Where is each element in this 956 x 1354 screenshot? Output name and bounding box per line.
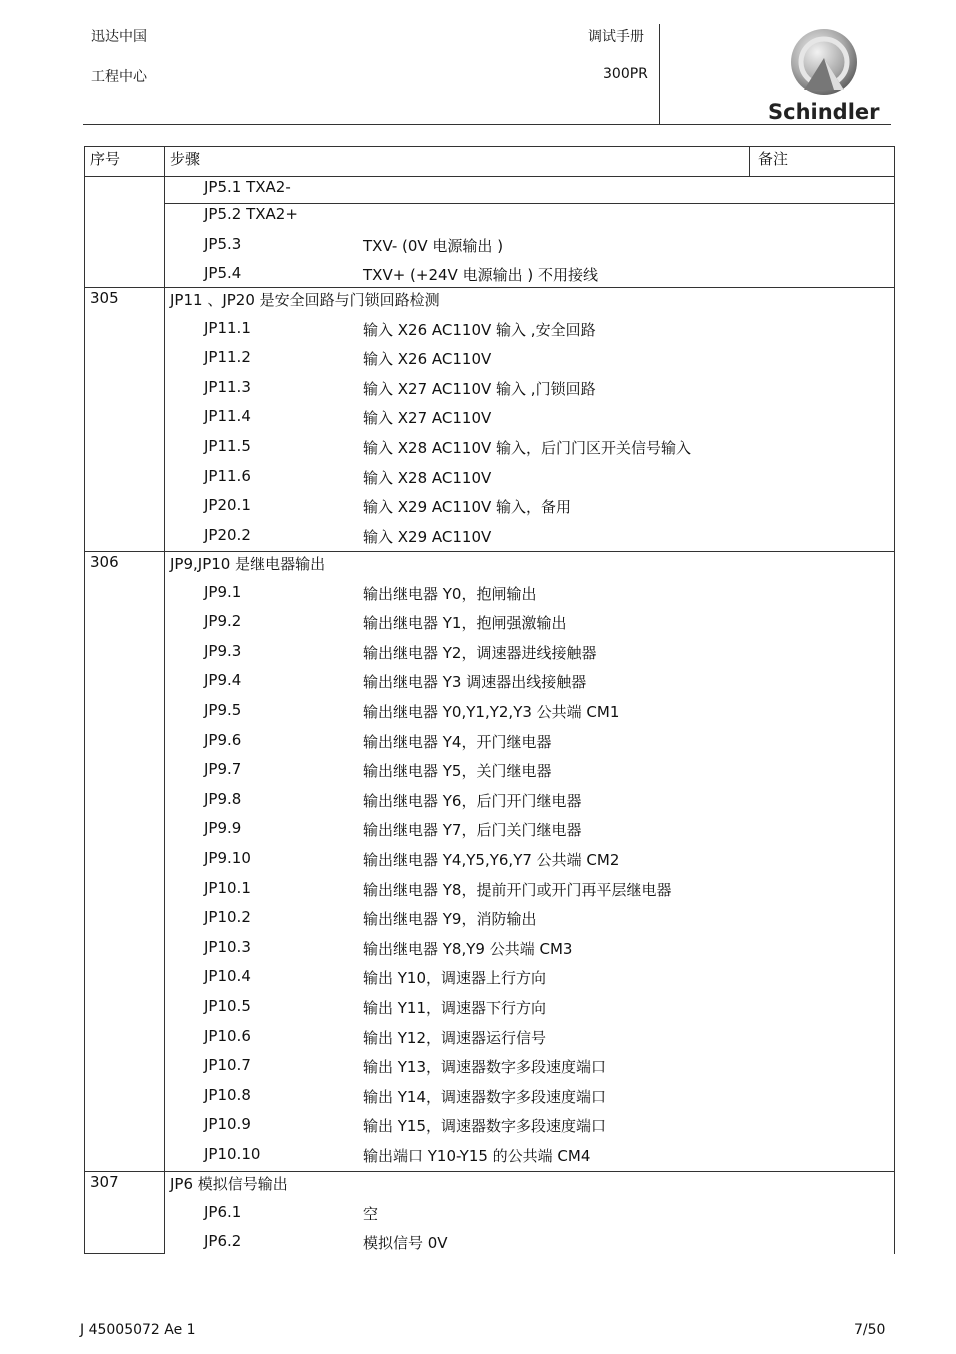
pin-description: 输入 X28 AC110V 输入，后门门区开关信号输入 <box>363 439 692 457</box>
pin-description: 输出继电器 Y4,Y5,Y6,Y7 公共端 CM2 <box>363 851 620 869</box>
pin-label: JP10.4 <box>204 967 251 986</box>
section-number: 306 <box>90 553 119 571</box>
document-type: 调试手册 <box>588 29 644 45</box>
page-number: 7/50 <box>854 1322 886 1338</box>
pin-label: JP10.2 <box>204 908 251 927</box>
document-number: J 45005072 Ae 1 <box>80 1322 196 1338</box>
pin-label: JP10.3 <box>204 937 251 956</box>
pin-description: 输出继电器 Y7，后门关门继电器 <box>363 821 582 840</box>
schindler-emblem-icon <box>790 28 858 96</box>
pin-description: 输出端口 Y10-Y15 的公共端 CM4 <box>363 1147 591 1165</box>
pin-label: JP9.4 <box>204 671 242 690</box>
pin-label: JP10.8 <box>204 1085 251 1104</box>
pin-label: JP5.3 <box>204 234 242 253</box>
pin-label: JP11.1 <box>204 318 251 337</box>
section-number: 305 <box>90 289 119 307</box>
pin-description: 输出继电器 Y8,Y9 公共端 CM3 <box>363 939 573 958</box>
pin-description: 输入 X29 AC110V <box>363 527 492 546</box>
section-divider <box>84 287 895 288</box>
department-name: 工程中心 <box>91 69 147 85</box>
brand-name: Schindler <box>768 100 880 124</box>
section-title: JP11 、JP20 是安全回路与门锁回路检测 <box>170 291 440 309</box>
pin-label: JP20.1 <box>204 496 251 515</box>
pin-description: 输出 Y13，调速器数字多段速度端口 <box>363 1058 607 1077</box>
pin-label: JP9.9 <box>204 819 242 838</box>
pin-description: 输出 Y15，调速器数字多段速度端口 <box>363 1117 607 1136</box>
pin-description: 输出继电器 Y1，抱闸强激输出 <box>363 614 567 633</box>
pin-label: JP10.9 <box>204 1115 251 1134</box>
pin-label: JP10.6 <box>204 1026 251 1045</box>
pin-label: JP10.10 <box>204 1145 261 1163</box>
pin-label: JP20.2 <box>204 525 251 544</box>
pin-label: JP11.3 <box>204 377 251 396</box>
pin-label: JP11.4 <box>204 407 251 426</box>
pin-label: JP10.7 <box>204 1056 251 1075</box>
pin-description: 输出继电器 Y2，调速器进线接触器 <box>363 643 597 662</box>
pin-label: JP5.2 TXA2+ <box>204 205 298 223</box>
pin-description: 输入 X29 AC110V 输入，备用 <box>363 498 572 517</box>
table-right-border <box>894 146 895 1254</box>
pin-description: 输出 Y11，调速器下行方向 <box>363 999 547 1017</box>
table-top-border <box>84 146 895 147</box>
section-number: 307 <box>90 1173 119 1191</box>
pin-label: JP9.6 <box>204 730 242 749</box>
pin-label: JP9.5 <box>204 701 242 719</box>
table-left-border <box>84 146 85 1254</box>
pin-description: 输入 X27 AC110V <box>363 409 492 428</box>
pin-description: TXV- (0V 电源输出 ) <box>363 236 504 255</box>
pin-label: JP9.1 <box>204 582 242 601</box>
continuation-row-border <box>164 203 895 204</box>
pin-label: JP10.1 <box>204 878 251 897</box>
table-column-divider <box>164 146 165 1254</box>
header-bottom-border <box>84 176 895 177</box>
model-number: 300PR <box>603 66 648 82</box>
pin-description: 输出 Y10，调速器上行方向 <box>363 969 547 988</box>
pin-label: JP5.1 TXA2- <box>204 178 291 196</box>
pin-description: 输出 Y14，调速器数字多段速度端口 <box>363 1087 607 1106</box>
column-header-step: 步骤 <box>170 150 201 168</box>
pin-label: JP5.4 <box>204 264 242 283</box>
pin-description: 输入 X26 AC110V 输入 ,安全回路 <box>363 320 596 339</box>
pin-description: 模拟信号 0V <box>363 1234 448 1253</box>
pin-description: TXV+ (+24V 电源输出 ) 不用接线 <box>363 266 598 285</box>
pin-description: 输入 X26 AC110V <box>363 350 492 369</box>
pin-description: 输出继电器 Y8，提前开门或开门再平层继电器 <box>363 880 672 899</box>
schindler-logo <box>762 24 892 128</box>
pin-description: 输出继电器 Y0，抱闸输出 <box>363 584 537 603</box>
column-header-number: 序号 <box>90 150 121 168</box>
section-title: JP9,JP10 是继电器输出 <box>170 555 326 573</box>
pin-description: 输出继电器 Y5，关门继电器 <box>363 762 552 781</box>
pin-label: JP11.6 <box>204 466 251 485</box>
pin-description: 输出继电器 Y9，消防输出 <box>363 910 537 929</box>
header-divider <box>659 24 660 124</box>
pin-label: JP6.2 <box>204 1232 242 1251</box>
procedure-table <box>84 146 894 1254</box>
remarks-column-divider <box>749 146 750 176</box>
pin-description: 输出继电器 Y0,Y1,Y2,Y3 公共端 CM1 <box>363 703 620 721</box>
pin-description: 输出继电器 Y3 调速器出线接触器 <box>363 673 587 692</box>
section-divider <box>84 1171 895 1172</box>
pin-label: JP11.5 <box>204 437 251 455</box>
pin-description: 输出 Y12，调速器运行信号 <box>363 1028 547 1047</box>
number-column-bottom <box>84 1253 164 1254</box>
pin-label: JP11.2 <box>204 348 251 367</box>
pin-description: 输出继电器 Y4，开门继电器 <box>363 732 552 751</box>
pin-description: 输入 X27 AC110V 输入 ,门锁回路 <box>363 379 596 398</box>
section-divider <box>84 551 895 552</box>
pin-label: JP10.5 <box>204 997 251 1015</box>
pin-label: JP9.2 <box>204 612 242 631</box>
pin-label: JP9.8 <box>204 789 242 808</box>
pin-description: 输入 X28 AC110V <box>363 468 492 487</box>
pin-label: JP9.7 <box>204 760 242 779</box>
pin-description: 输出继电器 Y6，后门开门继电器 <box>363 791 582 810</box>
company-name: 迅达中国 <box>91 29 147 45</box>
section-title: JP6 模拟信号输出 <box>170 1175 288 1193</box>
pin-label: JP9.3 <box>204 641 242 660</box>
pin-label: JP9.10 <box>204 849 251 867</box>
column-header-remarks: 备注 <box>758 150 789 168</box>
pin-description: 空 <box>363 1204 379 1223</box>
pin-label: JP6.1 <box>204 1202 242 1221</box>
